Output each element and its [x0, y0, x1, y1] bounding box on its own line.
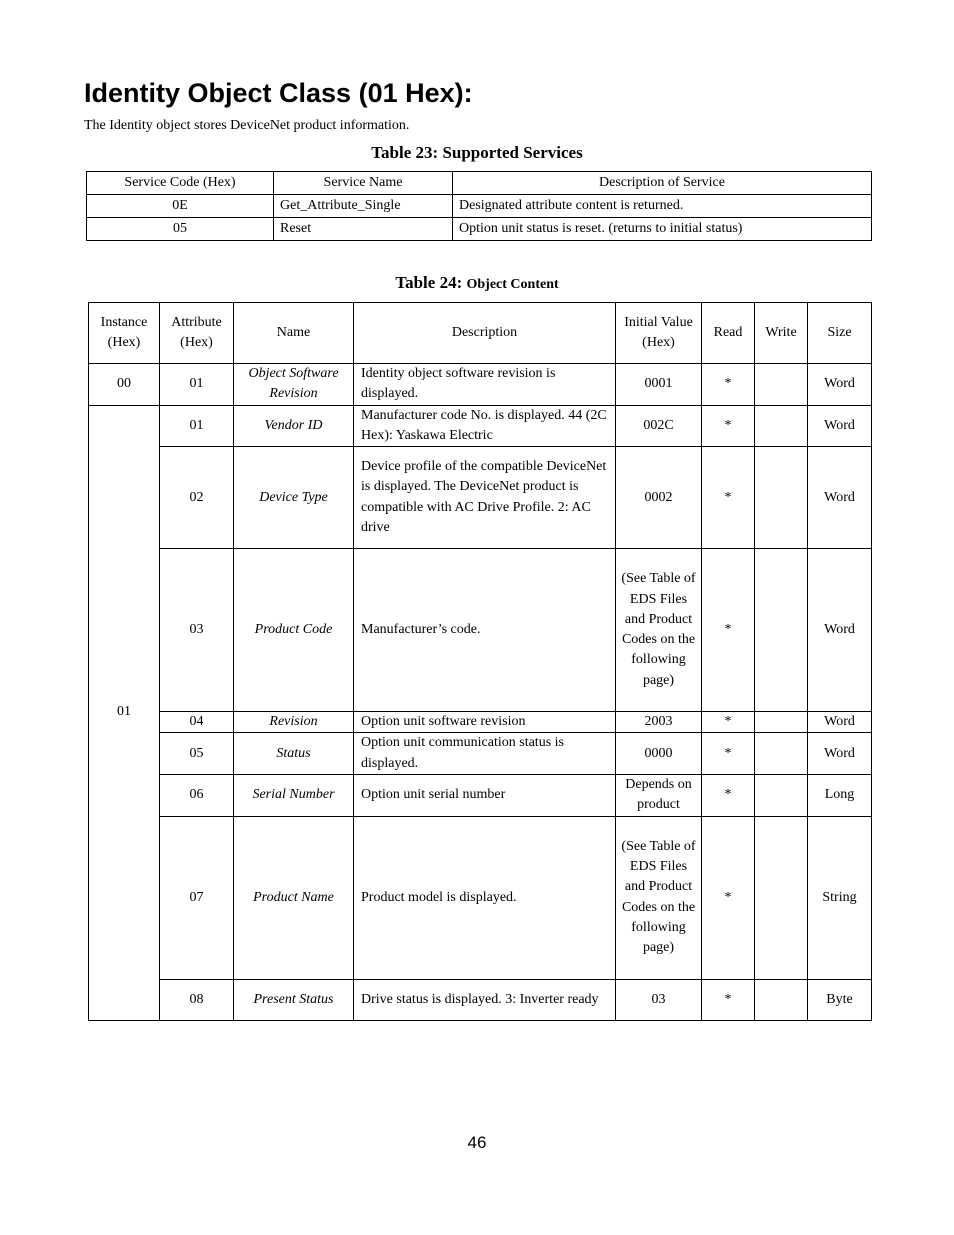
write-cell	[755, 364, 808, 406]
page-title: Identity Object Class (01 Hex):	[84, 78, 473, 108]
initial-value-cell: 03	[616, 979, 702, 1020]
read-cell: *	[702, 816, 755, 979]
attribute-cell: 02	[160, 447, 234, 549]
description-cell: Manufacturer code No. is displayed. 44 (2C Hex): Yaskawa Electric	[354, 405, 616, 447]
table-row	[89, 549, 872, 712]
header-instance: Instance (Hex)	[89, 303, 160, 364]
table-row	[89, 979, 872, 1020]
header-service-code: Service Code (Hex)	[87, 172, 274, 195]
table24-caption	[0, 272, 954, 296]
object-content-table	[88, 302, 872, 1021]
size-cell: String	[808, 816, 872, 979]
table-header-row	[89, 303, 872, 364]
service-description-cell: Designated attribute content is returned.	[453, 195, 872, 218]
page-number: 46	[467, 1133, 487, 1152]
read-cell: *	[702, 447, 755, 549]
table-row	[89, 712, 872, 733]
header-attribute: Attribute (Hex)	[160, 303, 234, 364]
name-cell: Status	[234, 733, 354, 775]
table-row	[89, 816, 872, 979]
table-row	[87, 218, 872, 241]
service-code-cell: 05	[87, 218, 274, 241]
service-description-cell: Option unit status is reset. (returns to initial status)	[453, 218, 872, 241]
service-code-cell: 0E	[87, 195, 274, 218]
initial-value-cell: 0001	[616, 364, 702, 406]
read-cell: *	[702, 775, 755, 817]
read-cell: *	[702, 733, 755, 775]
instance-cell: 01	[89, 405, 160, 1020]
attribute-cell: 06	[160, 775, 234, 817]
description-cell: Device profile of the compatible DeviceNet is displayed. The DeviceNet product is compatible with AC Drive Profile. 2: AC drive	[354, 447, 616, 549]
attribute-cell: 03	[160, 549, 234, 712]
description-cell: Option unit communication status is displayed.	[354, 733, 616, 775]
service-name-cell: Reset	[274, 218, 453, 241]
table-header-row	[87, 172, 872, 195]
description-cell: Manufacturer’s code.	[354, 549, 616, 712]
write-cell	[755, 816, 808, 979]
attribute-cell: 01	[160, 405, 234, 447]
attribute-cell: 07	[160, 816, 234, 979]
read-cell: *	[702, 549, 755, 712]
table-row	[87, 195, 872, 218]
attribute-cell: 05	[160, 733, 234, 775]
initial-value-cell: 2003	[616, 712, 702, 733]
header-write: Write	[755, 303, 808, 364]
header-description: Description	[354, 303, 616, 364]
size-cell: Word	[808, 549, 872, 712]
write-cell	[755, 979, 808, 1020]
name-cell: Product Name	[234, 816, 354, 979]
read-cell: *	[702, 712, 755, 733]
name-cell: Revision	[234, 712, 354, 733]
initial-value-cell: 0000	[616, 733, 702, 775]
intro-text: The Identity object stores DeviceNet product information.	[84, 118, 410, 133]
read-cell: *	[702, 364, 755, 406]
write-cell	[755, 549, 808, 712]
attribute-cell: 01	[160, 364, 234, 406]
header-read: Read	[702, 303, 755, 364]
instance-cell: 00	[89, 364, 160, 406]
size-cell: Byte	[808, 979, 872, 1020]
size-cell: Word	[808, 733, 872, 775]
write-cell	[755, 447, 808, 549]
description-cell: Option unit serial number	[354, 775, 616, 817]
name-cell: Object Software Revision	[234, 364, 354, 406]
table-row	[89, 775, 872, 817]
attribute-cell: 04	[160, 712, 234, 733]
name-cell: Serial Number	[234, 775, 354, 817]
header-size: Size	[808, 303, 872, 364]
description-cell: Product model is displayed.	[354, 816, 616, 979]
write-cell	[755, 405, 808, 447]
description-cell: Option unit software revision	[354, 712, 616, 733]
initial-value-cell: 0002	[616, 447, 702, 549]
write-cell	[755, 775, 808, 817]
name-cell: Device Type	[234, 447, 354, 549]
name-cell: Vendor ID	[234, 405, 354, 447]
initial-value-cell: Depends on product	[616, 775, 702, 817]
description-cell: Drive status is displayed. 3: Inverter ready	[354, 979, 616, 1020]
header-service-name: Service Name	[274, 172, 453, 195]
attribute-cell: 08	[160, 979, 234, 1020]
description-cell: Identity object software revision is displayed.	[354, 364, 616, 406]
initial-value-cell: 002C	[616, 405, 702, 447]
header-name: Name	[234, 303, 354, 364]
read-cell: *	[702, 979, 755, 1020]
size-cell: Word	[808, 364, 872, 406]
table-row	[89, 447, 872, 549]
initial-value-cell: (See Table of EDS Files and Product Codes on the following page)	[616, 549, 702, 712]
table24-caption-prefix: Table 24:	[395, 273, 463, 292]
table-row	[89, 405, 872, 447]
read-cell: *	[702, 405, 755, 447]
table23-caption: Table 23: Supported Services	[371, 143, 583, 162]
table24-caption-suffix: Object Content	[466, 277, 559, 292]
size-cell: Word	[808, 447, 872, 549]
write-cell	[755, 712, 808, 733]
size-cell: Long	[808, 775, 872, 817]
supported-services-table	[86, 171, 872, 241]
service-name-cell: Get_Attribute_Single	[274, 195, 453, 218]
name-cell: Present Status	[234, 979, 354, 1020]
table-row	[89, 364, 872, 406]
header-initial-value: Initial Value (Hex)	[616, 303, 702, 364]
size-cell: Word	[808, 712, 872, 733]
header-service-description: Description of Service	[453, 172, 872, 195]
initial-value-cell: (See Table of EDS Files and Product Codes on the following page)	[616, 816, 702, 979]
name-cell: Product Code	[234, 549, 354, 712]
size-cell: Word	[808, 405, 872, 447]
table-row	[89, 733, 872, 775]
write-cell	[755, 733, 808, 775]
